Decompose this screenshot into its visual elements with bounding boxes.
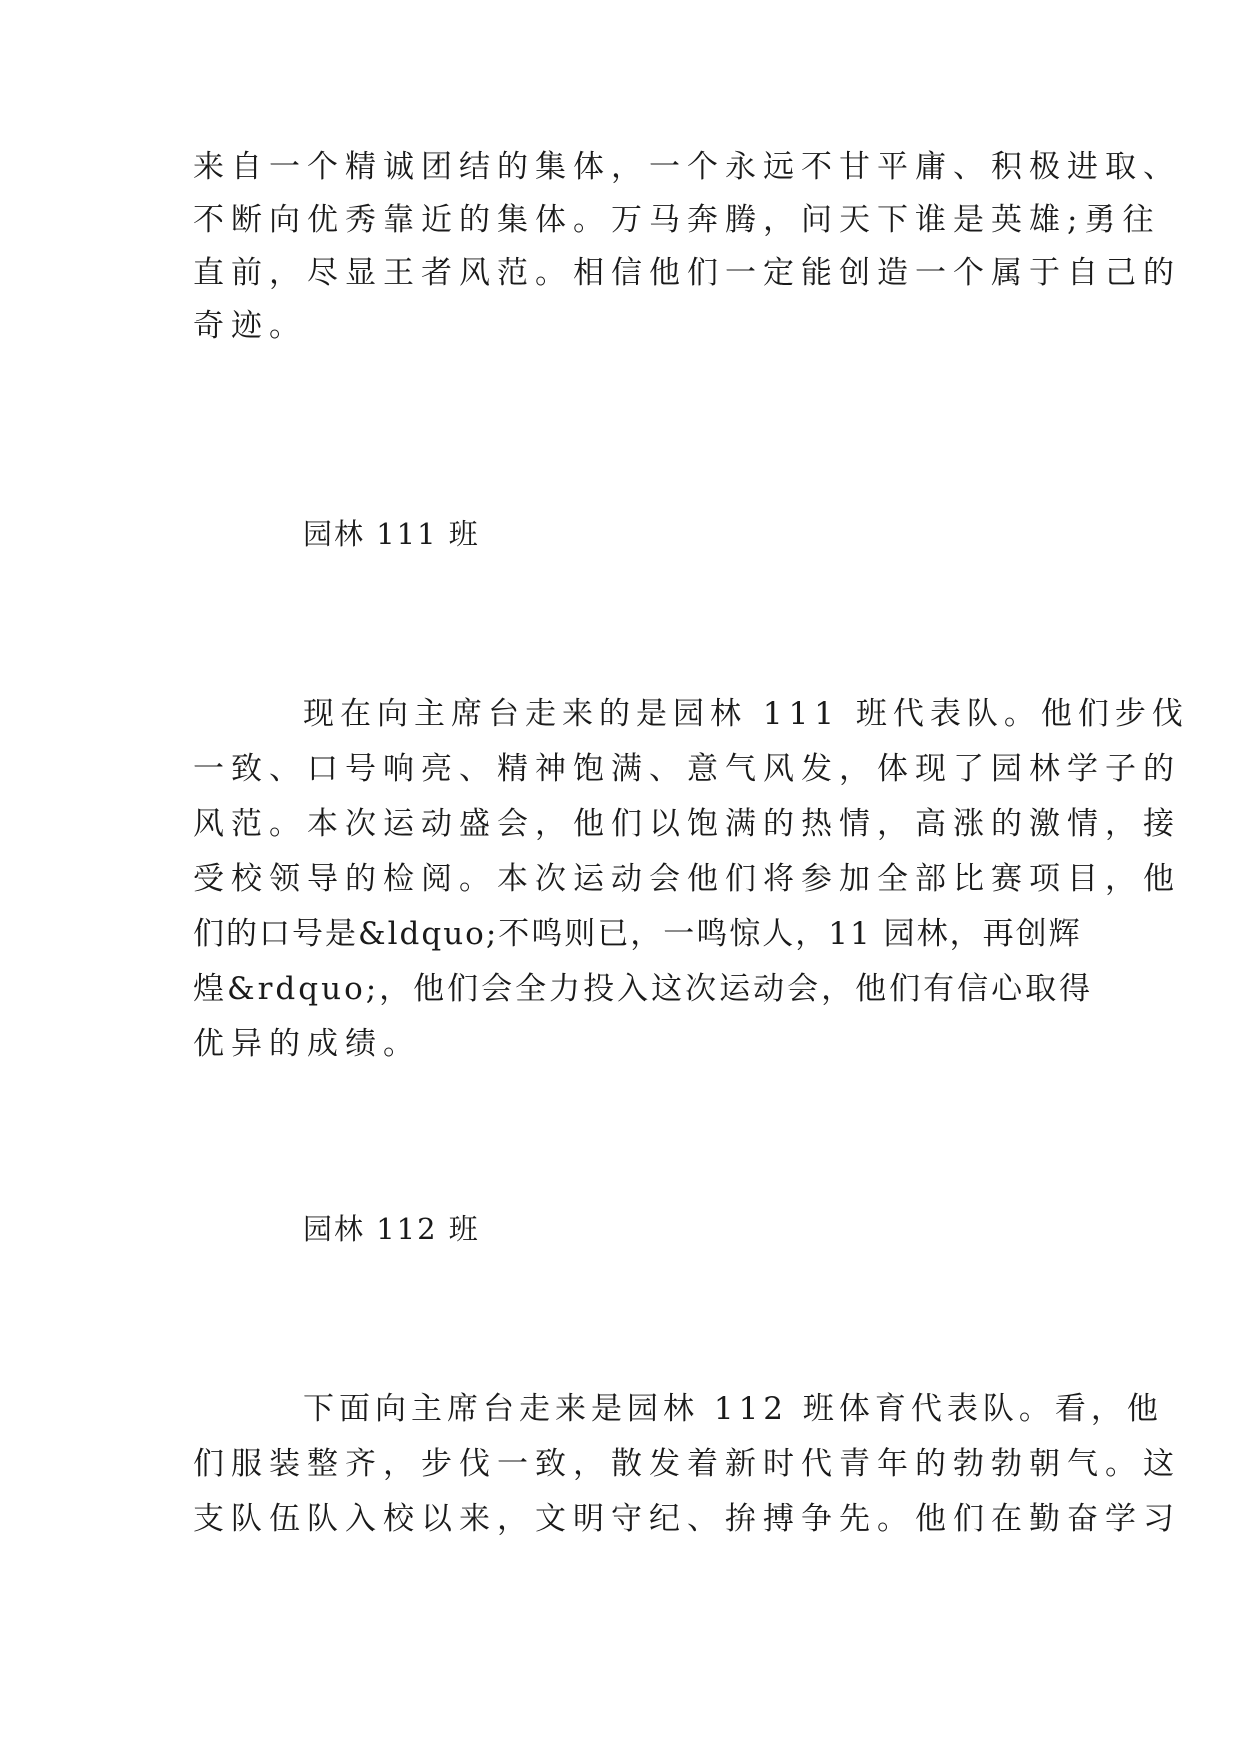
paragraph-line: 直前，尽显王者风范。相信他们一定能创造一个属于自己的 <box>193 255 1181 291</box>
paragraph-line: 下面向主席台走来是园林 112 班体育代表队。看，他 <box>303 1391 1163 1427</box>
paragraph-line: 不断向优秀靠近的集体。万马奔腾，问天下谁是英雄;勇往 <box>193 202 1161 238</box>
paragraph-line: 煌&rdquo;，他们会全力投入这次运动会，他们有信心取得 <box>193 971 1094 1007</box>
paragraph-line: 们服装整齐，步伐一致，散发着新时代青年的勃勃朝气。这 <box>193 1446 1181 1482</box>
section-heading: 园林 112 班 <box>303 1212 480 1246</box>
paragraph-line: 风范。本次运动盛会，他们以饱满的热情，高涨的激情，接 <box>193 806 1181 842</box>
paragraph-line: 受校领导的检阅。本次运动会他们将参加全部比赛项目，他 <box>193 861 1181 897</box>
paragraph-line: 奇迹。 <box>193 308 307 344</box>
paragraph-line: 们的口号是&ldquo;不鸣则已，一鸣惊人，11 园林，再创辉 <box>193 916 1082 952</box>
paragraph-line: 支队伍队入校以来，文明守纪、拚搏争先。他们在勤奋学习 <box>193 1501 1181 1537</box>
paragraph-line: 来自一个精诚团结的集体，一个永远不甘平庸、积极进取、 <box>193 149 1181 185</box>
section-heading: 园林 111 班 <box>303 517 480 551</box>
paragraph-line: 优异的成绩。 <box>193 1026 421 1062</box>
paragraph-line: 现在向主席台走来的是园林 111 班代表队。他们步伐 <box>303 696 1189 732</box>
paragraph-line: 一致、口号响亮、精神饱满、意气风发，体现了园林学子的 <box>193 751 1181 787</box>
